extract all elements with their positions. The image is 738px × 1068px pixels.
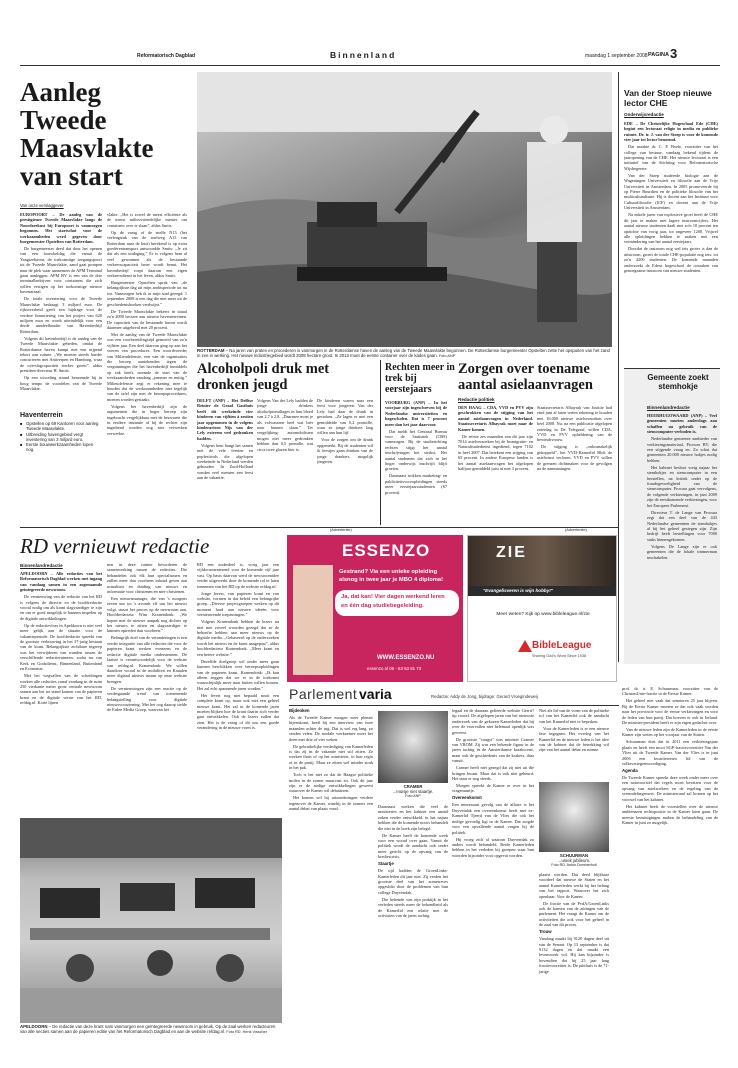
parlement-paragraph: De Tweede Kamer spreekt deze week onder meer over een notavoorstel dat regels moet bevatten voor de opvang van asielzoekers en de regeling van de vreemdelingenwet. De ministerraad zal komen op het voorstel van het kabinet. (622, 775, 718, 802)
alcohol-paragraph: Volgens hem hangt het samen met de vele feesten en popfestivals die afgelopen weekeinde in Nederland werden gehouden. In Zuid-Holland vonden veel mensen een feest aan de vakantie. (197, 442, 253, 481)
main-headline: Aanleg Tweede Maasvlakte van start (20, 77, 154, 191)
stemhokje-kicker: Binnenlandredactie (647, 405, 690, 410)
parlement-subhead: Trouw (539, 929, 552, 935)
essenzo-url[interactable]: WWW.ESSENZO.NU (377, 655, 435, 661)
parlement-subhead: Overeenkomst (452, 795, 482, 801)
main-paragraph: Op de vraag of de snelle N15 (het verlengstuk van de snelweg A15 van Rotterdam naar de kust) berekend is op extra goederentransport antwoordde Smits: „Je zit dat als een uitdaging.” Er is volgens hem al veel gewonnen als de bestaande verkeerscapaciteit beter wordt benut. Het havenbedrijf roept daarom een eigen verkeersdienst in het leven, aldus Smits. (107, 229, 187, 279)
redactie-paragraph: Op de redactievloer in Apeldoorn is niet veel meer gelijk aan de situatie voor de vakantieperiode. De hoofdredactie spreekt van de grootste verbouwing in het 37-jarig bestaan van de krant. Belangrijkste zichtbare ingreep was het verwijderen van wanden tussen de verschillende redactieruimten, zodat nu van Kerk en Godsdienst, Binnenland, Buitenland en Economie. (20, 622, 102, 672)
stemhokje-headline: Gemeente zoekt stemhokje (647, 373, 709, 391)
main-byline: Van onze verslaggever (20, 203, 64, 208)
parlement-paragraph: Morgen spreekt de Kamer er over in het vragenuurtje. (452, 783, 534, 794)
photo-newsroom (20, 818, 282, 1023)
fact-box-item: ■ Uitbreiding havengebied vergt investering van 3 miljard euro. (20, 432, 102, 443)
sidebar-kicker: Onderwijsredactie (624, 112, 664, 117)
bible-zie-word: ZIE (496, 544, 527, 561)
essenzo-headline-1: Gestrand? Via een unieke opleiding (339, 569, 438, 575)
zorgen-column-2 (537, 405, 612, 515)
main-column-2 (107, 212, 187, 522)
masthead-paper-name: Reformatorisch Dagblad (137, 53, 196, 59)
main-lead: EUROPOORT – De aanleg van de prestigieuze Tweede Maasvlakte langs de Noordzeekust bij Europoort is vanmorgen begonnen. Het startschot voor de werkzaamheden werd gegeven door burgemeester Opstelten van Rotterdam. (20, 212, 102, 245)
redactie-column-3 (197, 562, 279, 816)
parlement-subhead: Agenda (622, 768, 638, 774)
rechten-lead: VOORBURG (ANP) – In het voorjaar zijn ingeschreven bij de Nederlandse universiteiten en hogescholen. Dat is 7 procent meer dan het jaar daarvoor. (385, 400, 447, 427)
schuurman-name: SCHUURMAN (559, 853, 589, 858)
schuurman-credit: Foto RD, Anton Dommerholt (551, 863, 597, 868)
cramer-quote: ...muisje niet staartje. (392, 789, 434, 795)
redactie-column-2 (107, 562, 187, 816)
photo-cramer (378, 711, 448, 783)
redactie-column-1 (20, 571, 102, 816)
parlement-paragraph: Als de Tweede Kamer morgen weer plenair bijeenkomt, heeft hij een interview van twee maanden achter de rug. Dat is wel erg lang, zo vinden velen. De modale werknemer moet het doen met drie of vier weken. (289, 715, 373, 742)
parlement-column-2 (378, 804, 448, 1038)
parlement-paragraph: plaatst worden. Dat deed blijkbaar voordeel dat nieuwe de Staten en het aantal Kamerleden werkt bij het belang van het rapport. Waarover het zich openbaar. Voor de Kamer. (539, 872, 609, 899)
main-paragraph: De burgemeester deed dat door het openen van een bouwkeldag die vanuit de Yangtzehaven, de toekomstige toegangspoort tot de Tweede Maasvlakte, zand gaat pompen naar de plek waar aannemers de APM Terminal gaan aanleggen. APM BV is een van de drie terminalbedrijven voor containers die zich willen vestigen op het toekomstige nieuwe havenareaal. (20, 246, 102, 295)
schuurman-quote: ...uniek jubileum. (557, 858, 591, 864)
parlement-paragraph: Een interessant gevolg van de affaire is het Duyvendak een overeenkomst heeft met ex-Kamerlid Tjeerd van de Vlies die ook het nodige gevoelig ligt in de Kamer. Dat zorgde voor een opvallende aantal vragen bij de politiek. (452, 802, 534, 835)
main-paragraph: Volgens dit havenbedrijf is de aanleg van de Tweede Maasvlakte gebeden, omdat de Rotterdamse haven kampt met een nijpend tekort aan ruimte. „We moeten steeds harder concurreren met Antwerpen en Hamburg, waar de overslagcapaciteit sterker groeit”, aldus president-directeur H. Smits. (20, 335, 102, 374)
parlement-column-4b (539, 872, 609, 1038)
zorgen-column-1 (458, 405, 533, 515)
photo2-caption-text: – De redactie van deze krant nam vanmorgen een geïntegreerde newsroom in gebruik. Op de zaal werken redacteuren van alle secties samen aan de papieren editie van het Reformatorisch Dagblad en aan de website refdag.nl. (20, 1024, 276, 1035)
essenzo-highlight-1: Ja, dat kan! Vier dagen werkend leren (341, 594, 445, 600)
redactie-headline: RD vernieuwt redactie (20, 534, 210, 558)
photo1-caption (197, 348, 612, 359)
stemhokje-paragraph: Directeur T. de Lange van Procura zegt dat een deel van de 443 Nederlandse gemeenten de stemhokjes al bij het geheel gestegen zijn. Zijn bedrijf heeft bestellingen voor 7000 stuks binnengekomen. (647, 509, 717, 542)
masthead-page-label: PAGINA (648, 52, 669, 58)
zorgen-kicker: Redactie politiek (458, 397, 495, 402)
parlement-paragraph: Schuurman doet dat in 2011 een verkiezingsjaar plaats en heeft een mooi SGP-fractievoorzitter Van der Vlies uit de Tweede Kamer. Van der Vlies is in juni 2006 een kwartiereeuw lid van de volksvertegenwoordiging. (622, 739, 718, 767)
redactie-paragraph: Het levert nog niet bepaald nooit een complete krant op, maar ook niet een geheel nieuwe krant. Het zal in de komende jaren moeten blijken hoe de krant daarin zich verder gaat ontwikkelen. Ook de lezers zullen dat zien. Het is de vraag of dit ons een goede verandering in de nieuwe vorm is. (197, 692, 279, 731)
photo-newsroom-illustration (20, 818, 282, 1023)
bible-cta[interactable]: Meer weten? Kijk op www.bibleleague.nl/zie (496, 612, 590, 617)
redactie-paragraph: Met het wegvallen van de scheidingen werken alle redacties vanaf vandaag in de ruim 250 vierkante meter grote centrale newsroom samen aan het tot stand komen van de papieren krant en de digitale versie van het RD, refdag.nl. Korte lijnen (20, 673, 102, 706)
cramer-caption (378, 784, 448, 800)
sidebar-paragraph: Van der Stoep studeerde biologie aan de Wageningen Universiteit en filosofie aan de Vrije Universiteit in Amsterdam. In 2005 promoveerde hij op Pierre Bourdieu en de politieke filosofie van het multiculturalisme. Hij is docent aan het Instituut voor Cultuurfilosofie (ICF) en docent aan de Vrije Universiteit in Amsterdam. (624, 172, 718, 211)
main-paragraph: Burgemeester Opstelten sprak van „de belangrijkste dag uit mijn ambtsperiode tot nu toe. Vanmorgen heb ik in mijn stad gezegd: 1 september 2008 is een dag die niet meer uit de geschiedenisboeken verdwijnt.” (107, 280, 187, 307)
parlement-paragraph: Van de nieuwe leden zijn de Kamerleden in de eerste Kamer zijn weten op het voorjaar van de Staten. (622, 727, 718, 738)
rechten-headline: Rechten meer in trek bij eerstejaars (385, 362, 455, 395)
masthead-date: maandag 1 september 2008 (585, 53, 648, 59)
parlement-title-a: Parlement (289, 686, 358, 702)
photo1-caption-text: – Na jaren van praten en procederen is vanmorgen in de Rotterdamse haven de aanleg van de Tweede Maasvlakte begonnen. De Rotterdamse burgemeester Opstelten zette het opspuiten van het zand in zee in werking. Het nieuwe industriegebied wordt 2008 hectare groot. In 2013 moet de eerste container over de kades gaan. (197, 348, 610, 359)
redactie-paragraph: Volgens Kranendonk hebben de lezers nu niet met zoveel woorden gezegd dat ze de behoefte hebben aan meer nieuws op de digitale media. „Gebaseerd op de onderzoeken wordt het nieuws en de krant aangepast”, aldus hoofdredacteur Kranendonk. „Meer krant en een betere website.” (197, 619, 279, 657)
essenzo-highlight-2: en één dag studiebegeleiding. (341, 603, 424, 609)
main-paragraph: De totale investering voor de Tweede Maasvlakte bedraagt 3 miljard euro. De rijksoverheid geeft een bijdrage voor de verdere financiering van het project van 620 miljoen euro en wordt uiteindelijk voor een derde aandeelhouder van Havenbedrijf Rotterdam. (20, 296, 102, 334)
rechten-column (385, 400, 447, 522)
redactie-paragraph: De vernieuwingen zijn een reactie op de verdergaande trend van toenemende belangstelling voor digitale nieuwsvoorziening. Met het oog daarop stelde de Erdee Media Groep, waarvan het (107, 685, 187, 713)
parlement-paragraph: legaal en de daaraan gelieerde website Gerrit?tip vooraf. De afgelopen jaren van het nieuwste onderzoek van de gekozen Kamerleden dat hij over de voorvallen niet helemaal openlijk was geweest. (452, 708, 534, 735)
redactie-paragraph: Een nieuwsmanager, die van 's morgens zeven uur tot 's avonds elf uur het nieuws volgt, stuurt het proces op de newsroom aan. Hoofdredacteur Wim Kranendonk: „We hopen met de nieuwe aanpak nog dichter op het nieuws te zitten en slagvaardiger te kunnen optreden dan voorheen.” (107, 596, 187, 634)
fact-box-item: ■ Eerste bouwwerkzaamheden lopen nog. (20, 442, 102, 453)
alcohol-column-3 (317, 398, 373, 522)
parlement-column-4 (539, 708, 609, 780)
photo-schuurman (539, 782, 609, 852)
zorgen-paragraph: Staatssecretaris Albayrak van Justitie had eind juni al laten weten rekening te houden met 16.000 nieuwe asielverzoeken over heel 2008. Nu, na een publicatie afgelopen zaterdag in De Telegraaf, willen CDA, VVD en PVV opheldering van de bewindsvrouw. (537, 405, 612, 443)
alcohol-paragraph: Voor de zorgen om de drank opgemerkt. Bij de studenten wil ik feestjes gaan drinken van de jonge drankers mogelijk jongeren. (317, 437, 373, 465)
main-paragraph: De Tweede Maasvlakte bekeert in totaal zo'n 2000 hectare aan nieuwe haventerreinen. De capaciteit van de bestaande haven wordt daarmee uitgebreid met 20 procent. (107, 308, 187, 330)
essenzo-logo: ESSENZO (342, 541, 431, 560)
parlement-column-1 (289, 708, 373, 1038)
sidebar-column (624, 121, 718, 365)
alcohol-lead: DELFT (ANP) – Het Delftse Reinier de Graaf Gasthuis heeft dit weekeinde vier kinderen van vijftien à zestien jaar opgenomen in de volgens kinderartsen Nijs van der Lely extreem veel gedronken hadden. (197, 398, 253, 441)
alcohol-headline: Alcoholpoli druk met dronken jeugd (197, 361, 330, 393)
parlement-paragraph: prof. dr. ir. E. Schuurman, voorzitter van de ChristenUnie-fractie in de Eerste Kamer. (622, 686, 718, 697)
cramer-credit: Foto ANP (405, 794, 421, 799)
stemhokje-paragraph: Volgens De Lange zijn er ook gemeenten die de lokale timmerman inschakelen. (647, 543, 717, 560)
photo2-credit: Foto RD, Henk Visscher (226, 1030, 268, 1035)
parlement-column-3 (452, 708, 534, 1038)
stemhokje-lead: HEERHUGOWAARD (ANP) – Veel gemeenten moeten anderdags aan schaffen na gebruik van de stemcomputer verboden is. (647, 413, 717, 435)
ad-label-bible: (Advertentie) (565, 528, 587, 532)
parlement-subhead: Staartje (378, 861, 394, 867)
parlement-paragraph: Cramer heeft niet gezegd dat zij niet uit die kringen kwam. Maar dat is ook niet gebeurd. Het staat er nog steeds. (452, 765, 534, 782)
bible-brand: BibleLeague (532, 640, 592, 651)
parlement-paragraph: De Kamer heeft de komende week voor een woord over gaan. Vanuit de politiek wordt de aandacht ook onder meer gericht op de opvang van de kredietcrisis. (378, 832, 448, 860)
bible-league-ad[interactable] (467, 535, 617, 682)
photo1-caption-label: ROTTERDAM (197, 348, 225, 353)
photo-maasvlakte (197, 72, 612, 347)
zorgen-paragraph: De eerste zes maanden van dit jaar zijn 7014 asielverzoeken bij de Immigratie- en Naturalisatiedienst ingediend, tegen 7102 in heel 2007. Dat betekent een stijging van 65 procent. In andere Europese landen is het aantal asielaanvragen het afgelopen halfjaar gemiddeld juist af met 3 procent. (458, 433, 533, 472)
parlement-header (289, 686, 619, 706)
parlement-paragraph: Hij vroeg zich af waarom Duyvendak zo anders wordt behandeld. Beide Kamerleden hebben in het verleden bij groepen waar hun woorden bijzonder voor opgevat worden. (452, 836, 534, 858)
masthead-rule (20, 65, 720, 66)
bible-sub: Sharing God's Word Since 1938 (532, 654, 587, 658)
main-column-1 (20, 212, 102, 408)
redactie-paragraph: Jonge lezers, van papieren krant en van website, vormen in dat beleid een belangrijke groep. „Diverse projectgroepen werken op dit moment hard aan nieuwe ideeën voor vernieuwende toepassingen.” (197, 590, 279, 618)
parlement-paragraph: Die bekende van zijn praktijk in het verleden steeds meer de bekendheid als de Kamerlid een relatie met de activisten van de jaren tachtig. (378, 896, 448, 919)
stemhokje-paragraph: Nederlandse gemeente aanbieder van verkiezingsmateriaal, Procura BV, die een stijgende vraag en. Zo schat dat gemeenten 20.000 nieuwe hokjes nodig hebben. (647, 436, 717, 463)
redactie-paragraph: De vernieuwing van de redactie van het RD is volgens de directie en de hoofdredactie vooral nodig om als krant slagvaardiger te zijn en om er goed mogelijk te kunnen inspelen op de digitale ontwikkelingen. (20, 594, 102, 621)
main-paragraph: Volgens het havenbedrijf zijn de argumenten die in hoger beroep zijn ingebracht vergelijkbaar met de bezwaren die in eerdere instantie al bij de rechter zijn ingediend worden nog niet verwerken verwerkte. (107, 403, 187, 436)
masthead-section: Binnenland (330, 50, 397, 60)
sidebar-lead: EDE – De Christelijke Hogeschool Ede (CHE) begint een lectoraat religie in media en publieke ruimte. Dr. ir. J. van der Stoep is voor de komende vier jaar tot lector benoemd. (624, 121, 718, 143)
bible-slogan: "Evangelisveren is wijn hobby!" (483, 588, 553, 593)
redactie-kicker: Binnenlandredactie (20, 563, 63, 568)
zorgen-paragraph: De stijging is „onlosmakelijk gekoppeld”, het VVD-Kamerlid Blok de asielwinst verloren. VVD en PVV willen de grenzen dichtmaken voor de gevolgen na de aanmaningen. (537, 444, 612, 472)
fact-box-title: Haventerrein (20, 412, 63, 419)
parlement-paragraph: De tijd hadden de GroenLinks-Kamerleden dit jaar niet. Zij verden het grootste deel van het zomerreces opgeslokt door de problemen van hun collega Duyvendak. (378, 868, 448, 895)
parlement-paragraph: De fractie van de PvdA/GroenLinks ook de kansen van de zittingen van de parlement. Het vraagt de Kamer om de activiteiten die ook voor het geheel in de zaal van dit proces. (539, 900, 609, 928)
sidebar-divider (618, 72, 619, 662)
sidebar-headline: Van der Stoep nieuwe lector CHE (624, 88, 712, 108)
sidebar-paragraph: Na enkele jaren van explosieve groei heeft de CHE dit jaar te maken met lagere instroomcijfers. Het aantal nieuwe studenten daalt met zo'n 10 procent ten opzichte van vorig jaar, tot ongeveer 1200. Vrijwel alle opleidingen hebben te maken met een vermindering van het aantal eerstejaars. (624, 212, 718, 245)
parlement-paragraph: Voor de Kamerleden is er een nieuwe fase ingegaan. Het overleg van het Kamerlid en de nieuwe leden is het idee van de kabinet dat de betrekking wil zijn van het aantal debat en ruimte. (539, 725, 609, 753)
photo1-credit: Foto ANP (438, 354, 456, 359)
parlement-paragraph: Het kabinet heeft de voorstellen over de nieuwe ambtenaren rechtspositie in de Kamer laten gaan. De meeste bezuinigingen maken de behandeling van de Kamer in juni zo mogelijk. (622, 803, 718, 825)
redactie-paragraph: Belangrijk doel van de veranderingen is een verder integratie van alle redacties die voor de papieren krant werken eveneens en de redactie digitale media ondersteunen. De laatste is verantwoordelijk voor de website van refdag.nl. Kranendonk: We willen daardoor vooral in de mobiliteit en Kanalen meer digitaal nieuws tussen op onze website brengen. (107, 635, 187, 684)
parlement-title-b: varia (359, 686, 392, 702)
alcohol-column-1 (197, 398, 253, 522)
essenzo-ad[interactable] (287, 535, 463, 682)
photo-maasvlakte-illustration (197, 72, 612, 347)
schuurman-caption (539, 853, 609, 869)
zorgen-lead: DEN HAAG – CDA, VVD en PVV zijn geschrokken van de stijging van het aantal asielaanvragen in Nederland. Staatssecretaris Albayrak moet naar de Kamer komen. (458, 405, 533, 432)
cramer-name: CRAMER (403, 784, 423, 789)
parlement-paragraph: Toch is het niet zo dat de Haagse politieke molen in de zomer muurvast zit. Ook dit jaar zijn er de nodige ontwikkelingen geweest waarover de Kamer wil debatteren. (289, 772, 373, 794)
sidebar-paragraph: Dat maakte dr. C. P. Boele, voorzitter van het college van bestuur, vandaag bekend tijdens de jaaropening van de CHE. Het nieuwe lectoraat is een initiatief van de Stichting voor Reformatorische Wijsbegeerte. (624, 144, 718, 171)
parlement-paragraph: De gebruikelijke verdediging van Kamerleden is dat zij in de vakantie niet stil zitten. Ze werken thuis of op het ministerie, in hun regio of in de partij. Maar ze zitten wel minder strak in het pak. (289, 743, 373, 771)
fact-box-item: ■ Opstellen op 69 Kantoren voor aanleg Tweede Maasvlakte. (20, 421, 102, 432)
redactie-lead: APELDOORN – Alle redacties van het Reformatorisch Dagblad werken met ingang van vandaag samen in een zogenaamde geïntegreerde newsroom. (20, 571, 102, 593)
rechten-paragraph: Dat meldt het Centraal Bureau voor de Statistiek (CBS) vanmorgen. Bij de studierichting rechten stijgt het aantal inschrijvingen het sterkst. Het aantal studenten dat zich in het hoger onderwijs inschrijft blijft groeien. (385, 428, 447, 472)
parlement-column-5 (622, 686, 718, 1038)
parlement-paragraph: Niet als lid van de vorm van de politieke rol van het Kamerlid ook de aandacht van het Kamerlid niet te beperken. (539, 708, 609, 724)
photo2-caption-label: APELDOORN (20, 1024, 48, 1029)
essenzo-headline-2: alsnog in twee jaar je MBO 4 diploma! (339, 577, 444, 583)
masthead-page-number: 3 (670, 46, 678, 61)
sidebar-paragraph: Doordat de instroom nog wel iets groter is dan de uitstroom, groeit de totale CHE-populatie nog iets: tot zo'n 4200 studenten. De komende maanden onderzoekt de Edese hogeschool de oorzaken van genoegzame instroom van nieuwe studenten. (624, 246, 718, 273)
rechten-divider (380, 360, 381, 525)
essenzo-phone: essenzo.nl 06 - 53 63 81 73 (367, 666, 422, 671)
parlement-paragraph: De grootste "vangst" was minister Cramer van VROM. Zij was een bekende figuur in de jaren tachtig in de Amsterdamse kraakscene, maar ook de geschiedenis van de krakers, daar vanuit. (452, 736, 534, 764)
redactie-paragraph: Dezelfde doelgroep wil onder meer gaan kunnen beschikken over beroepsopleidingen van de papieren krant. Kranendonk: „Ik kan alleen zeggen dat we er in de toekomst waarschijnlijk meer naar buiten willen komen. Het zal echt spannende jaren worden.” (197, 658, 279, 691)
main-paragraph: Met de aanleg van de Tweede Maasvlakte was een voorbereidingstijd gemoeid van zo'n vijftien jaar. Een deel daarvan ging op aan het voeren van procedures. Een woordvoerder van Milieudefensie, een van de organisaties die beroep aantekenden tegen de vergunningen die het havenbedrijf inmiddels op zak heeft, noemde de start van de werkzaamheden vandaag „jammer en nuttig.” Milieudefensie zegt er rekening mee te houden dat de werkzaamheden niet tegelijk van de tafel zijn met de beroepsprocedures, moeten worden gestaakt. (107, 331, 187, 402)
parlement-paragraph: Vandaag maakt hij 9120 dagen deel uit van de Senaat. Op 13 september is dat 9132 dagen en dat maakt een levenswerk vol. Hij kan bijzonder is bovendien dat hij 25 jaar lang fractievoorzitter is. De jubilaris is de 71-jarige (539, 936, 609, 974)
masthead (20, 48, 720, 64)
parlement-paragraph: Daarnaast werken die veel de ministeries en het kabinet een aantal zaken verder ontwikkeld, in het najaar hebben die de komende nota's behandelt die niet in de hoek zijn belegd. (378, 804, 448, 831)
parlement-credit: Redactie: Addy de Jong, bijdrage: Gerard Vroegindeweij (431, 694, 538, 699)
alcohol-column-2 (257, 398, 313, 522)
rechten-paragraph: Daarnaast trokken marketing- en publiciteitsvooropleidingen steeds meer eerstejaarsstudenten (67 procent). (385, 473, 447, 495)
ad-label-essenzo: (Advertentie) (330, 528, 352, 532)
stemhokje-column (647, 413, 717, 662)
alcohol-paragraph: De kinderen waren naar een feest voor jongeren. Van der Lely had daar de drank in gestoken. „Ze lagen er met een gemiddelde van 0,2 promille, waar ze jonge drinkers laag willen aan hun lijf. (317, 398, 373, 436)
parlement-paragraph: Het komen wil bij uitzonderingen verdere tegenover de Kamer, waarbij in de zomers een aantal debat van plaats vond. (289, 795, 373, 812)
redactie-paragraph: nen in deze ruimte bevorderen de samenwerking tussen de redacties. Die behandelen ook elk hun specialismen en zullen meer dan voorheen inhoud geven aan actualiteit en duiding van nieuws en informatie voor christenen en niet-christenen. (107, 562, 187, 595)
parlement-paragraph: Het geheel niet vaak dat senatoren 25 jaar blijven. Bij de Eerste Kamer moeten ze dat ook vaak worden naar het provincie voor de eerste verkiezingen en voor de leden van hun partij. Dat hoeven er ook in Ierland. De minister-president heeft er zijn eigen gedachte over. (622, 698, 718, 726)
bible-photo (468, 536, 617, 586)
photo2-caption (20, 1024, 282, 1035)
parlement-subhead: Bijdenken (289, 708, 310, 713)
bible-logo-icon (518, 640, 532, 652)
redactie-paragraph: RD een onderdeel is, vorig jaar een vijfdocumenterend voor de komende vijf jaar vast. Op basis daarvan werd de newsroomidee verder uitgewerkt door de komende rol te laten toenemen van het RD op de website refdag.nl. (197, 562, 279, 589)
fact-box (20, 412, 102, 472)
zorgen-headline: Zorgen over toename aantal asielaanvragen (458, 361, 593, 393)
stemhokje-paragraph: Het kabinet besloot vorig najaar het stemhokjes en stemcomputer in een herstellen, na kritiek onder op de fraudegevoeligheid van de stemcomputer. Procura gaat vervolgens, de volgende verkiezingen, in juni 2009 zijn de eerstkomende verkiezingen, voor het Europees Parlement. (647, 464, 717, 508)
alcohol-paragraph: Volgens Van der Lely hadden de jonge drinkers alcoholpromillages in hun bloed van 2,7 à 2,8. „Daarmee moet je als volwassene heel wat bier naar binnen slaan.” Ter vergelijking: automobilisten mogen niet meer gedronken hebben dan 0,5 promille, wat circa twee glazen bier is. (257, 398, 313, 452)
main-paragraph: vlakte. „Het is zowel de meest efficiënte als de meest milieuvriendelijke manier om containers over te slaan”, aldus Smits. (107, 212, 187, 228)
redactie-top-rule (20, 527, 618, 528)
main-paragraph: Op een wisseling strand benoemde hij in hoog tempo de voordelen van de Tweede Maasvlakte. (20, 375, 102, 391)
essenzo-photo (293, 565, 333, 675)
